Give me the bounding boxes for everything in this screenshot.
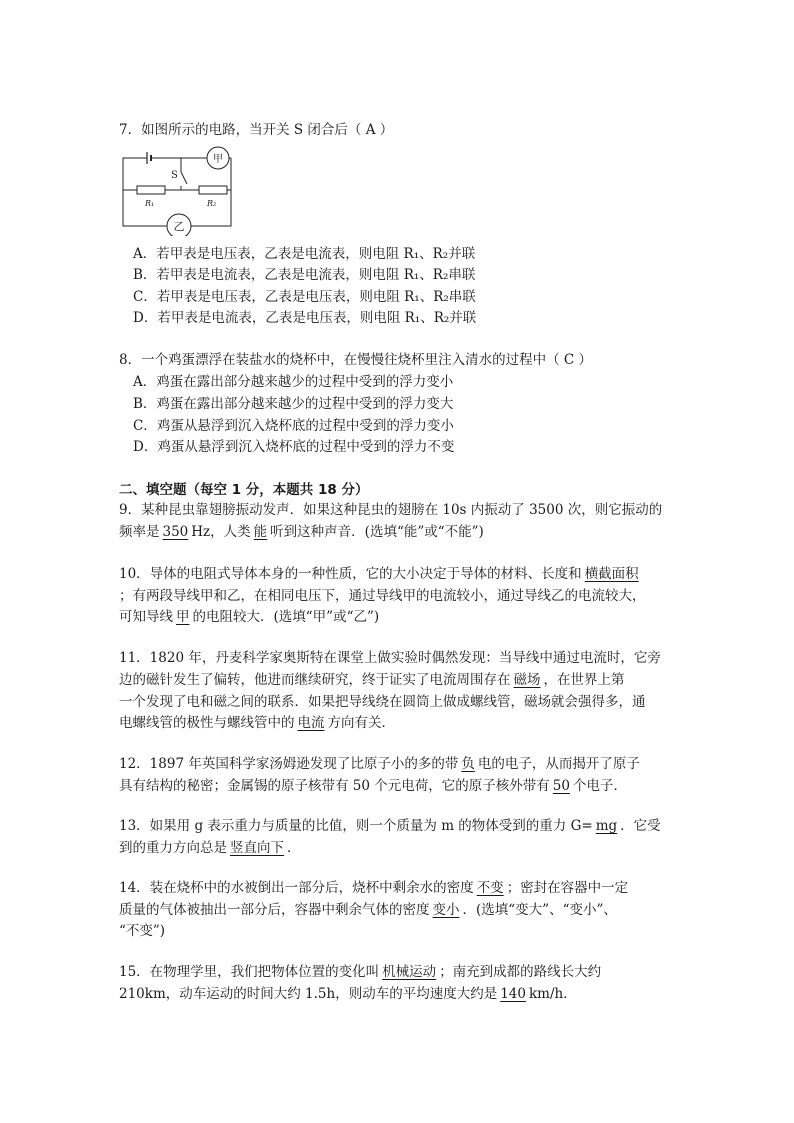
q8-option-c: C．鸡蛋从悬浮到沉入烧杯底的过程中受到的浮力变小: [133, 418, 454, 434]
q15-answer-1: 机械运动: [382, 964, 437, 980]
q12-answer-1: 负: [461, 756, 475, 772]
q10-line-2: ；有两段导线甲和乙，在相同电压下，通过导线甲的电流较小，通过导线乙的电流较大，: [119, 588, 646, 604]
q11-line-3: 一个发现了电和磁之间的联系．如果把导线绕在圆筒上做成螺线管，磁场就会强得多，通: [119, 694, 646, 710]
q14-line-1: [119, 878, 628, 898]
q8-stem: 8．一个鸡蛋漂浮在装盐水的烧杯中，在慢慢往烧杯里注入清水的过程中（ C ）: [119, 352, 592, 368]
q14-answer-2: 变小: [432, 902, 460, 918]
q15-text: ；南充到成都的路线长大约: [439, 964, 602, 980]
q8-option-d: D．鸡蛋从悬浮到沉入烧杯底的过程中受到的浮力不变: [133, 439, 455, 455]
q11-answer-2: 电流: [297, 715, 325, 731]
q12-text: 电的电子，从而揭开了原子: [477, 756, 640, 772]
q14-text: 质量的气体被抽出一部分后，容器中剩余气体的密度: [119, 902, 430, 918]
q13-line-1: [119, 816, 661, 836]
q9-line-1: 9．某种昆虫靠翅膀振动发声．如果这种昆虫的翅膀在 10s 内振动了 3500 次，则它振动的: [119, 502, 663, 518]
q9-line-2: [119, 522, 484, 542]
q8-option-a: A．鸡蛋在露出部分越来越少的过程中受到的浮力变小: [133, 374, 454, 390]
q14-line-2: [119, 900, 617, 920]
q12-text: 个电子．: [572, 778, 627, 794]
q11-line-2: [119, 670, 625, 690]
switch-label: S: [171, 170, 178, 181]
q11-text: 边的磁针发生了偏转，他进而继续研究，终于证实了电流周围存在: [119, 672, 511, 688]
q15-text: 210km，动车运动的时间大约 1.5h，则动车的平均速度大约是: [119, 986, 498, 1002]
q14-text: ．(选填“变大”、“变小”、: [462, 902, 617, 918]
q10-line-3: [119, 607, 379, 627]
q10-line-1: [119, 564, 642, 584]
q11-line-1: 11．1820 年，丹麦科学家奥斯特在课堂上做实验时偶然发现：当导线中通过电流时，它旁: [119, 650, 661, 666]
q10-answer-2: 甲: [176, 609, 190, 625]
q13-text: ．它受: [620, 818, 661, 834]
q10-answer-1: 横截面积: [584, 566, 639, 582]
q13-line-2: [119, 838, 301, 858]
q14-text: ；密封在容器中一定: [506, 880, 629, 896]
q7-stem: 7．如图所示的电路，当开关 S 闭合后（ A ）: [119, 122, 394, 138]
r1-label: R₁: [145, 199, 155, 208]
q7-option-b: B．若甲表是电流表，乙表是电流表，则电阻 R₁、R₂串联: [133, 267, 476, 283]
q15-line-2: [119, 984, 577, 1004]
meter-jia: [207, 147, 229, 169]
meter-jia-label: 甲: [213, 154, 223, 165]
q15-text: 15．在物理学里，我们把物体位置的变化叫: [119, 964, 380, 980]
q14-text: 14．装在烧杯中的水被倒出一部分后，烧杯中剩余水的密度: [119, 880, 474, 896]
q8-option-b: B．鸡蛋在露出部分越来越少的过程中受到的浮力变大: [133, 396, 454, 412]
resistor-r1: [137, 186, 165, 194]
q12-text: 12．1897 年英国科学家汤姆逊发现了比原子小的多的带: [119, 756, 459, 772]
q9-text: 频率是: [119, 524, 160, 540]
q13-text: 到的重力方向总是: [119, 840, 227, 856]
q9-answer-2: 能: [253, 524, 268, 540]
q12-answer-2: 50: [552, 778, 570, 794]
circuit-diagram: [119, 146, 239, 236]
q15-answer-2: 140: [500, 986, 526, 1002]
q7-option-d: D．若甲表是电流表，乙表是电压表，则电阻 R₁、R₂并联: [133, 310, 477, 326]
q10-text: 10．导体的电阻式导体本身的一种性质，它的大小决定于导体的材料、长度和: [119, 566, 582, 582]
q9-answer-1: 350: [162, 524, 189, 540]
q11-answer-1: 磁场: [513, 672, 541, 688]
meter-yi: [167, 214, 191, 236]
q13-answer-2: 竖直向下: [230, 840, 284, 856]
q11-text: 方向有关．: [327, 715, 395, 731]
q11-text: 电螺线管的极性与螺线管中的: [119, 715, 295, 731]
q15-line-1: [119, 962, 601, 982]
q14-answer-1: 不变: [476, 880, 504, 896]
q9-text: Hz，人类: [191, 524, 251, 540]
q12-line-1: [119, 754, 640, 774]
q7-option-c: C．若甲表是电压表，乙表是电压表，则电阻 R₁、R₂串联: [133, 289, 476, 305]
q12-line-2: [119, 776, 627, 796]
q9-text: 听到这种声音．(选填“能”或“不能”): [270, 524, 484, 540]
q15-text: km/h．: [529, 986, 577, 1002]
q10-text: 可知导线: [119, 609, 173, 625]
q13-text: 13．如果用 g 表示重力与质量的比值，则一个质量为 m 的物体受到的重力 G=: [119, 818, 593, 834]
q7-option-a: A．若甲表是电压表，乙表是电流表，则电阻 R₁、R₂并联: [133, 246, 476, 262]
q11-line-4: [119, 713, 395, 733]
resistor-r2: [199, 186, 227, 194]
q13-text: ．: [287, 840, 301, 856]
q13-answer-1: mg: [595, 818, 618, 834]
q10-text: 的电阻较大．(选填“甲”或“乙”): [192, 609, 380, 625]
section-heading: 二、填空题（每空 1 分，本题共 18 分）: [119, 482, 369, 498]
q14-line-3: “不变”): [119, 923, 166, 939]
q12-text: 具有结构的秘密；金属锡的原子核带有 50 个元电荷，它的原子核外带有: [119, 778, 550, 794]
r2-label: R₂: [207, 199, 217, 208]
q11-text: ，在世界上第: [543, 672, 625, 688]
meter-yi-label: 乙: [173, 220, 185, 233]
